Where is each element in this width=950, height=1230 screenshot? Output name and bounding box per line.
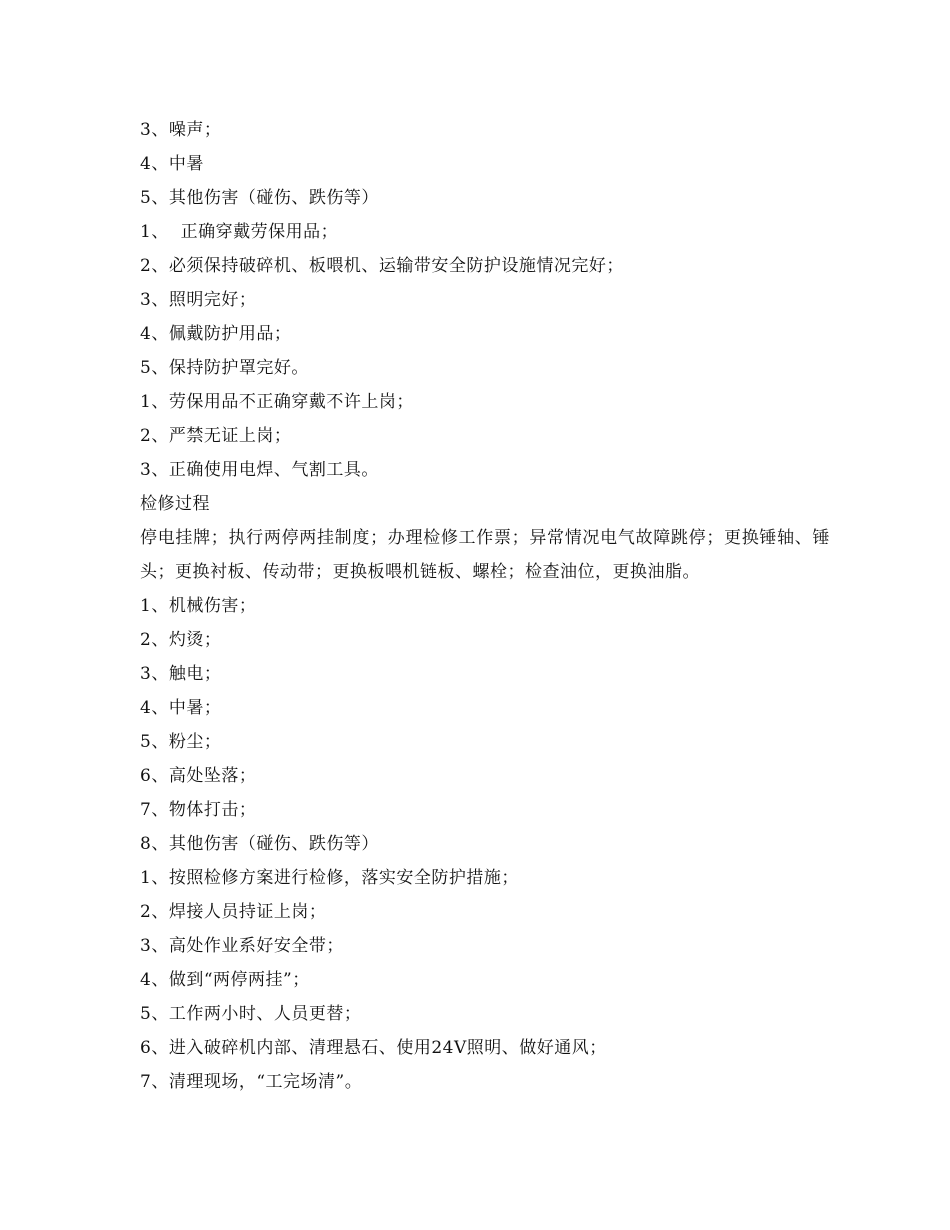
text-line: 5、其他伤害（碰伤、跌伤等）: [140, 188, 379, 208]
text-line: 5、保持防护罩完好。: [140, 358, 309, 378]
text-line: 1、机械伤害；: [140, 596, 257, 616]
text-line: 4、中暑: [140, 154, 204, 174]
document-body: [140, 113, 830, 1099]
text-line: 6、高处坠落；: [140, 766, 257, 786]
text-line: 5、工作两小时、人员更替；: [140, 1004, 362, 1024]
text-line: 4、做到“两停两挂”；: [140, 970, 310, 990]
text-line: 2、灼烫；: [140, 630, 222, 650]
text-line: 3、照明完好；: [140, 290, 257, 310]
text-line: 5、粉尘；: [140, 732, 222, 752]
text-line: 3、正确使用电焊、气割工具。: [140, 460, 379, 480]
body-paragraph: 停电挂牌；执行两停两挂制度；办理检修工作票；异常情况电气故障跳停；更换锤轴、锤头；更换衬板、传动带；更换板喂机链板、螺栓；检查油位，更换油脂。: [140, 528, 830, 582]
text-line: 1、按照检修方案进行检修，落实安全防护措施；: [140, 868, 519, 888]
text-line: 8、其他伤害（碰伤、跌伤等）: [140, 834, 379, 854]
text-line: 6、进入破碎机内部、清理悬石、使用24V照明、做好通风；: [140, 1038, 607, 1058]
text-line: 3、触电；: [140, 664, 222, 684]
text-line: 1、 正确穿戴劳保用品；: [140, 222, 339, 242]
text-line: 4、佩戴防护用品；: [140, 324, 292, 344]
text-line: 7、清理现场，“工完场清”。: [140, 1072, 363, 1092]
text-line: 7、物体打击；: [140, 800, 257, 820]
text-line: 2、必须保持破碎机、板喂机、运输带安全防护设施情况完好；: [140, 256, 624, 276]
text-line: 4、中暑；: [140, 698, 222, 718]
text-line: 3、高处作业系好安全带；: [140, 936, 344, 956]
text-line: 1、劳保用品不正确穿戴不许上岗；: [140, 392, 414, 412]
text-line: 2、焊接人员持证上岗；: [140, 902, 327, 922]
text-line: 2、严禁无证上岗；: [140, 426, 292, 446]
section-heading: 检修过程: [140, 494, 210, 514]
text-line: 3、噪声；: [140, 120, 222, 140]
